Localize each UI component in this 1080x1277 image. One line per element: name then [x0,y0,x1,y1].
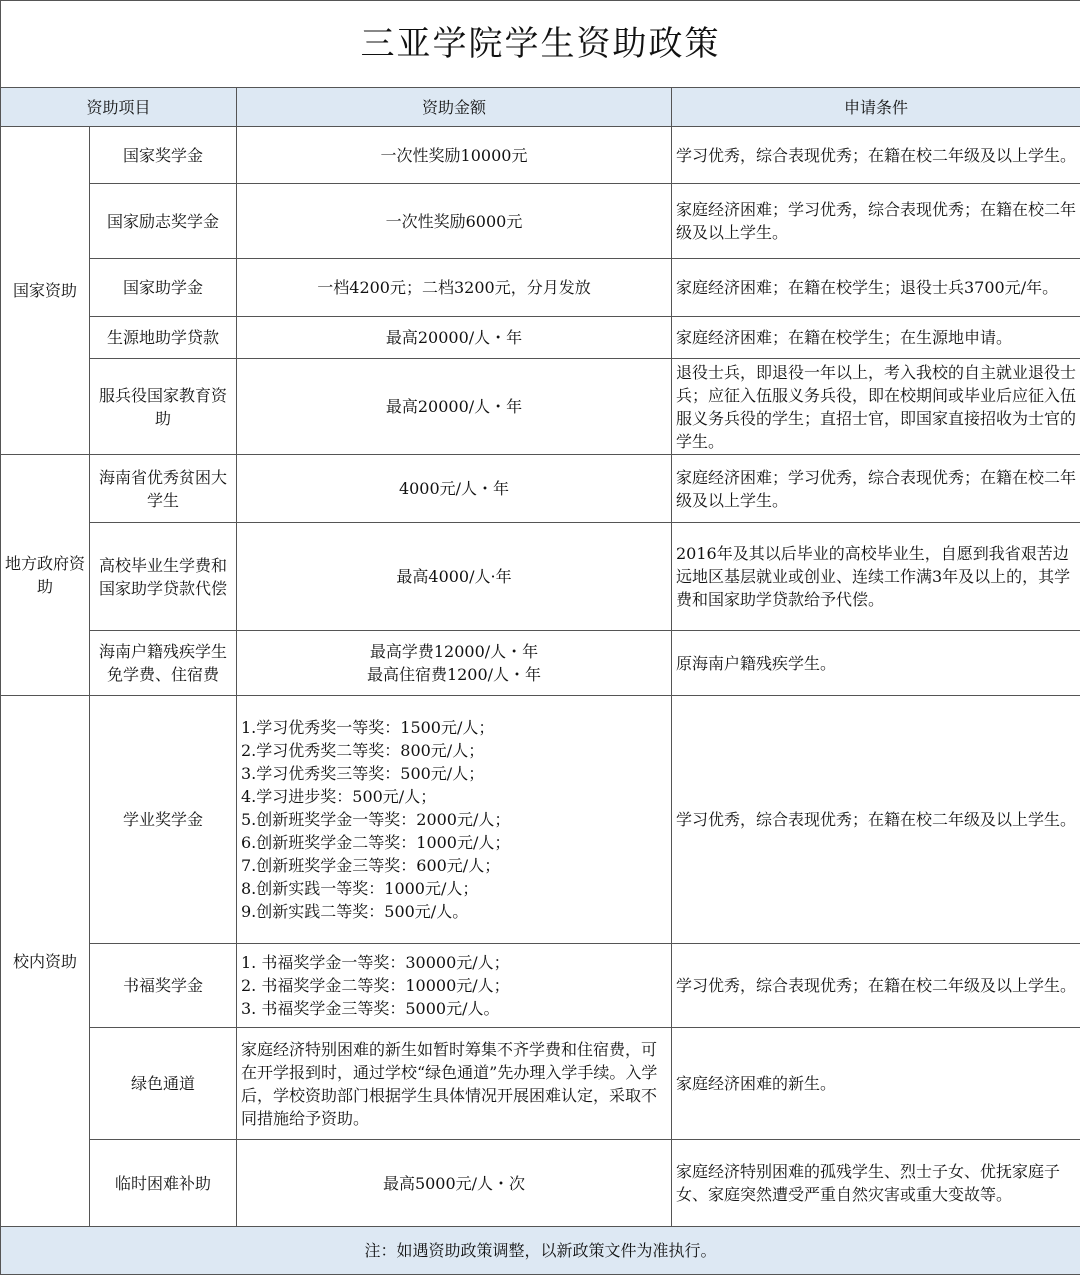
amount-cell [237,359,672,455]
category-cell: 校内资助 [1,696,90,1227]
table-row [1,944,1080,1028]
amount-cell [237,184,672,259]
amount-line: 5.创新班奖学金一等奖：2000元/人； [241,810,511,829]
amount-line: 4.学习进步奖：500元/人； [241,787,437,806]
condition-cell: 原海南户籍残疾学生。 [672,631,1080,696]
table-row [1,1028,1080,1140]
condition-cell: 家庭经济困难；在籍在校学生；在生源地申请。 [672,317,1080,359]
amount-line: 最高20000/人・年 [385,328,523,347]
table-row [1,317,1080,359]
condition-cell: 家庭经济困难；在籍在校学生；退役士兵3700元/年。 [672,259,1080,317]
amount-line: 7.创新班奖学金三等奖：600元/人； [241,856,501,875]
amount-cell [237,1140,672,1227]
amount-line: 1. 书福奖学金一等奖：30000元/人； [241,953,510,972]
header-condition: 申请条件 [672,88,1080,127]
table-row [1,259,1080,317]
item-name: 海南省优秀贫困大学生 [90,455,237,523]
condition-cell: 退役士兵，即退役一年以上，考入我校的自主就业退役士兵；应征入伍服义务兵役，即在校期间或毕业后应征入伍服义务兵役的学生；直招士官，即国家直接招收为士官的学生。 [672,359,1080,455]
condition-cell: 学习优秀，综合表现优秀；在籍在校二年级及以上学生。 [672,944,1080,1028]
condition-cell: 家庭经济困难；学习优秀，综合表现优秀；在籍在校二年级及以上学生。 [672,184,1080,259]
table-row [1,127,1080,184]
condition-cell: 家庭经济困难；学习优秀，综合表现优秀；在籍在校二年级及以上学生。 [672,455,1080,523]
table-row [1,455,1080,523]
condition-cell: 学习优秀，综合表现优秀；在籍在校二年级及以上学生。 [672,127,1080,184]
amount-cell [237,944,672,1028]
condition-cell: 家庭经济困难的新生。 [672,1028,1080,1140]
amount-line: 3.学习优秀奖三等奖：500元/人； [241,764,485,783]
item-name: 临时困难补助 [90,1140,237,1227]
amount-line: 最高学费12000/人・年 [369,642,539,661]
amount-line: 2.学习优秀奖二等奖：800元/人； [241,741,485,760]
amount-line: 最高4000/人·年 [396,567,512,586]
amount-line: 6.创新班奖学金二等奖：1000元/人； [241,833,511,852]
table-row [1,523,1080,631]
condition-cell: 2016年及其以后毕业的高校毕业生，自愿到我省艰苦边远地区基层就业或创业、连续工作满3年及以上的，其学费和国家助学贷款给予代偿。 [672,523,1080,631]
header-row [1,88,1080,127]
condition-cell: 家庭经济特别困难的孤残学生、烈士子女、优抚家庭子女、家庭突然遭受严重自然灾害或重大变故等。 [672,1140,1080,1227]
amount-line: 最高5000元/人・次 [382,1173,526,1193]
page-title: 三亚学院学生资助政策 [1,1,1080,88]
table-row [1,184,1080,259]
category-cell: 国家资助 [1,127,90,455]
item-name: 生源地助学贷款 [90,317,237,359]
amount-line: 8.创新实践一等奖：1000元/人； [241,879,479,898]
amount-cell [237,523,672,631]
header-item: 资助项目 [1,88,237,127]
amount-line: 2. 书福奖学金二等奖：10000元/人； [241,976,510,995]
item-name: 海南户籍残疾学生免学费、住宿费 [90,631,237,696]
item-name: 服兵役国家教育资助 [90,359,237,455]
table-row [1,631,1080,696]
condition-cell: 学习优秀，综合表现优秀；在籍在校二年级及以上学生。 [672,696,1080,944]
amount-line: 4000元/人・年 [398,479,510,498]
item-name: 国家奖学金 [90,127,237,184]
item-name: 国家励志奖学金 [90,184,237,259]
item-name: 高校毕业生学费和国家助学贷款代偿 [90,523,237,631]
amount-line: 家庭经济特别困难的新生如暂时筹集不齐学费和住宿费，可在开学报到时，通过学校“绿色通道”先办理入学手续。入学后，学校资助部门根据学生具体情况开展困难认定，采取不同措施给予资助。 [241,1039,658,1128]
amount-cell [237,127,672,184]
amount-line: 一档4200元；二档3200元，分月发放 [317,278,591,297]
amount-line: 最高住宿费1200/人・年 [366,665,542,684]
item-name: 绿色通道 [90,1028,237,1140]
table-row [1,359,1080,455]
item-name: 国家助学金 [90,259,237,317]
item-name: 书福奖学金 [90,944,237,1028]
amount-cell [237,696,672,944]
header-amount: 资助金额 [237,88,672,127]
amount-cell [237,317,672,359]
amount-cell [237,1028,672,1140]
amount-line: 3. 书福奖学金三等奖：5000元/人。 [241,999,500,1018]
table-row [1,696,1080,944]
amount-line: 最高20000/人・年 [385,397,523,416]
amount-line: 一次性奖励10000元 [380,145,528,165]
item-name: 学业奖学金 [90,696,237,944]
footnote: 注：如遇资助政策调整，以新政策文件为准执行。 [1,1227,1080,1275]
amount-line: 1.学习优秀奖一等奖：1500元/人； [241,718,495,737]
category-cell: 地方政府资助 [1,455,90,696]
table-row [1,1140,1080,1227]
amount-cell [237,259,672,317]
amount-cell [237,631,672,696]
amount-line: 一次性奖励6000元 [385,211,523,231]
amount-cell [237,455,672,523]
amount-line: 9.创新实践二等奖：500元/人。 [241,902,469,921]
